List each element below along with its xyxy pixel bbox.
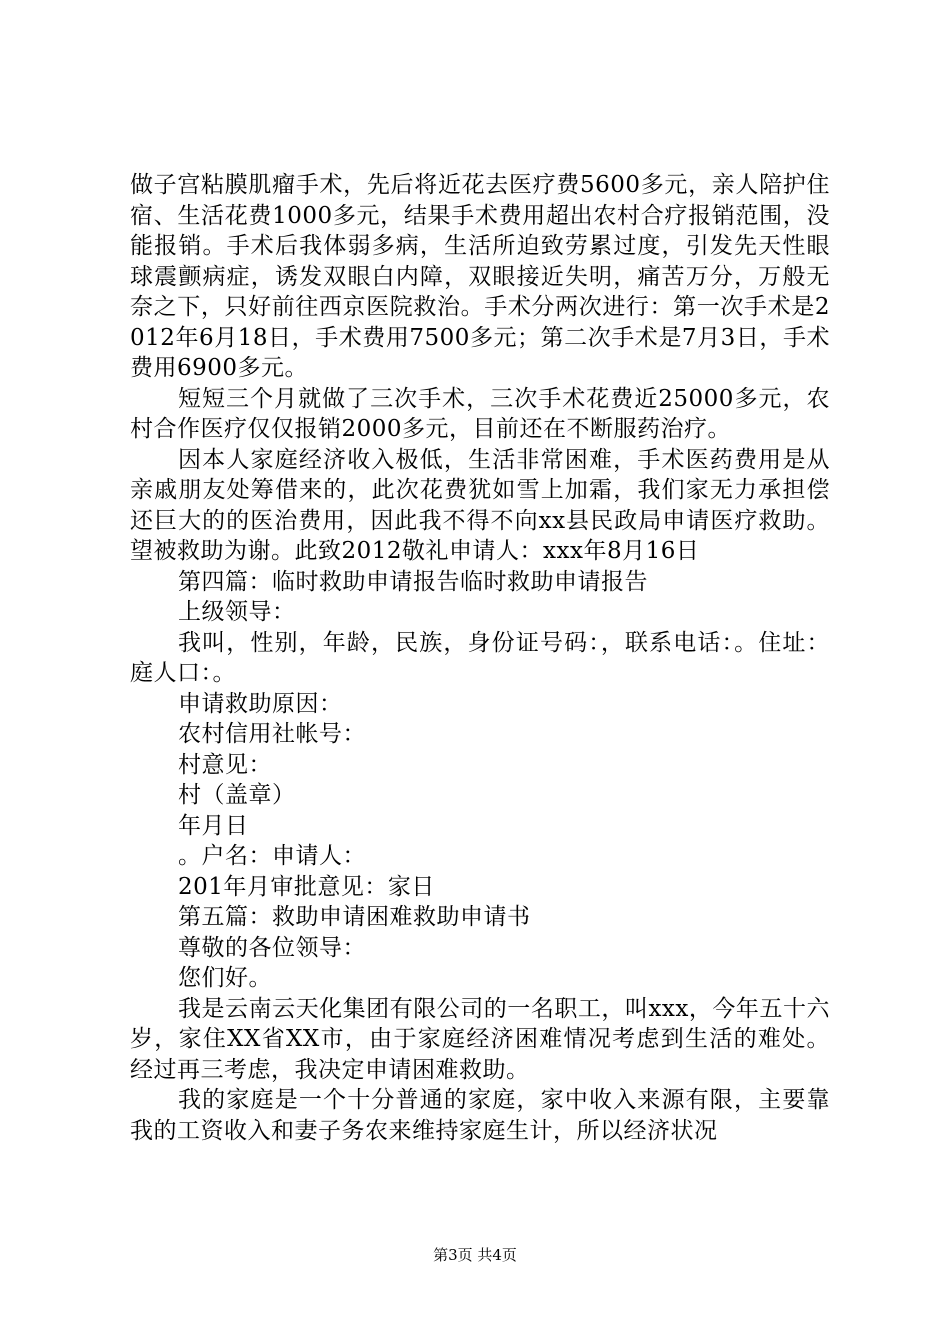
salutation: 上级领导： [178, 599, 296, 625]
paragraph: 我叫，性别，年龄，民族，身份证号码：，联系电话：。住址：庭人口：。 [130, 629, 830, 686]
page-number-footer: 第3页 共4页 [433, 1246, 517, 1264]
form-line: 村意见： [178, 751, 272, 778]
document-body [130, 170, 830, 1146]
paragraph: 因本人家庭经济收入极低，生活非常困难，手术医药费用是从亲戚朋友处筹借来的，此次花费犹如雪上加霜，我们家无力承担偿还巨大的的医治费用，因此我不得不向xx县民政局申请医疗救助。望被救助为谢。此致2012敬礼申请人：xxx年8月16日 [130, 446, 830, 564]
form-line: 201年月审批意见：家日 [178, 873, 435, 900]
section-heading: 第四篇：临时救助申请报告临时救助申请报告 [178, 568, 648, 595]
form-line: 村（盖章） [178, 782, 296, 808]
salutation: 尊敬的各位领导： [178, 934, 366, 961]
paragraph: 做子宫粘膜肌瘤手术，先后将近花去医疗费5600多元，亲人陪护住宿、生活花费1000多元，结果手术费用超出农村合疗报销范围，没能报销。手术后我体弱多病，生活所迫致劳累过度，引发先天性眼球震颤病症，诱发双眼白内障，双眼接近失明，痛苦万分，万般无奈之下，只好前往西京医院救治。手术分两次进行：第一次手术是2012年6月18日，手术费用7500多元；第二次手术是7月3日，手术费用6900多元。 [130, 172, 830, 381]
paragraph: 我的家庭是一个十分普通的家庭，家中收入来源有限，主要靠我的工资收入和妻子务农来维持家庭生计，所以经济状况 [130, 1087, 830, 1144]
form-line: 农村信用社帐号： [178, 721, 366, 747]
greeting: 您们好。 [178, 965, 272, 991]
paragraph: 我是云南云天化集团有限公司的一名职工，叫xxx，今年五十六岁，家住XX省XX市，由于家庭经济困难情况考虑到生活的难处。经过再三考虑，我决定申请困难救助。 [130, 995, 830, 1083]
form-line: 申请救助原因： [178, 690, 343, 717]
section-heading: 第五篇：救助申请困难救助申请书 [178, 904, 531, 930]
form-line: 年月日 [178, 812, 249, 839]
form-line: 。户名：申请人： [178, 843, 366, 869]
paragraph: 短短三个月就做了三次手术，三次手术花费近25000多元，农村合作医疗仅仅报销2000多元，目前还在不断服药治疗。 [130, 385, 830, 442]
